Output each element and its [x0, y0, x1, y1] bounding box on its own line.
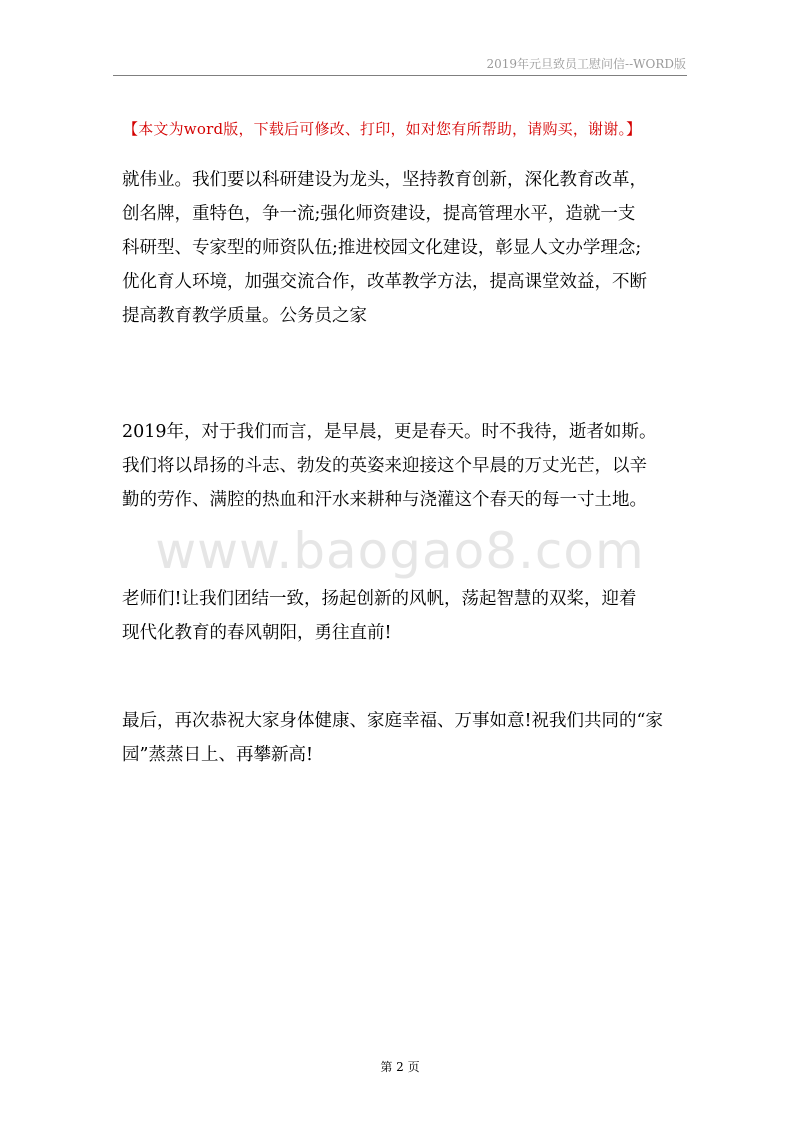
watermark: www.baogao8.com [155, 522, 645, 580]
paragraph-line: 我们将以昂扬的斗志、勃发的英姿来迎接这个早晨的万丈光芒，以辛 [122, 456, 647, 476]
paragraph-1 [122, 163, 682, 333]
header-divider [113, 75, 687, 76]
paragraph-2 [122, 415, 682, 517]
paragraph-line: 提高教育教学质量。公务员之家 [122, 306, 367, 326]
page-number: 第 2 页 [380, 1060, 420, 1074]
paragraph-line: 最后，再次恭祝大家身体健康、家庭幸福、万事如意!祝我们共同的“家 [122, 711, 663, 731]
paragraph-line: 现代化教育的春风朝阳，勇往直前! [122, 623, 392, 643]
paragraph-line: 科研型、专家型的师资队伍;推进校园文化建设，彰显人文办学理念; [122, 238, 642, 258]
paragraph-line: 就伟业。我们要以科研建设为龙头，坚持教育创新，深化教育改革， [122, 170, 647, 190]
paragraph-line: 老师们!让我们团结一致，扬起创新的风帆，荡起智慧的双桨，迎着 [122, 589, 637, 609]
paragraph-3 [122, 582, 682, 650]
paragraph-4 [122, 704, 682, 772]
paragraph-line: 勤的劳作、满腔的热血和汗水来耕种与浇灌这个春天的每一寸土地。 [122, 490, 647, 510]
paragraph-line: 园”蒸蒸日上、再攀新高! [122, 745, 313, 765]
download-notice: 【本文为word版，下载后可修改、打印，如对您有所帮助，请购买，谢谢。】 [123, 120, 642, 138]
paragraph-line: 创名牌，重特色，争一流;强化师资建设，提高管理水平，造就一支 [122, 204, 636, 224]
paragraph-line: 优化育人环境，加强交流合作，改革教学方法，提高课堂效益，不断 [122, 272, 647, 292]
running-header: 2019年元旦致员工慰问信--WORD版 [486, 57, 686, 71]
paragraph-line: 2019年，对于我们而言，是早晨，更是春天。时不我待，逝者如斯。 [122, 422, 657, 442]
